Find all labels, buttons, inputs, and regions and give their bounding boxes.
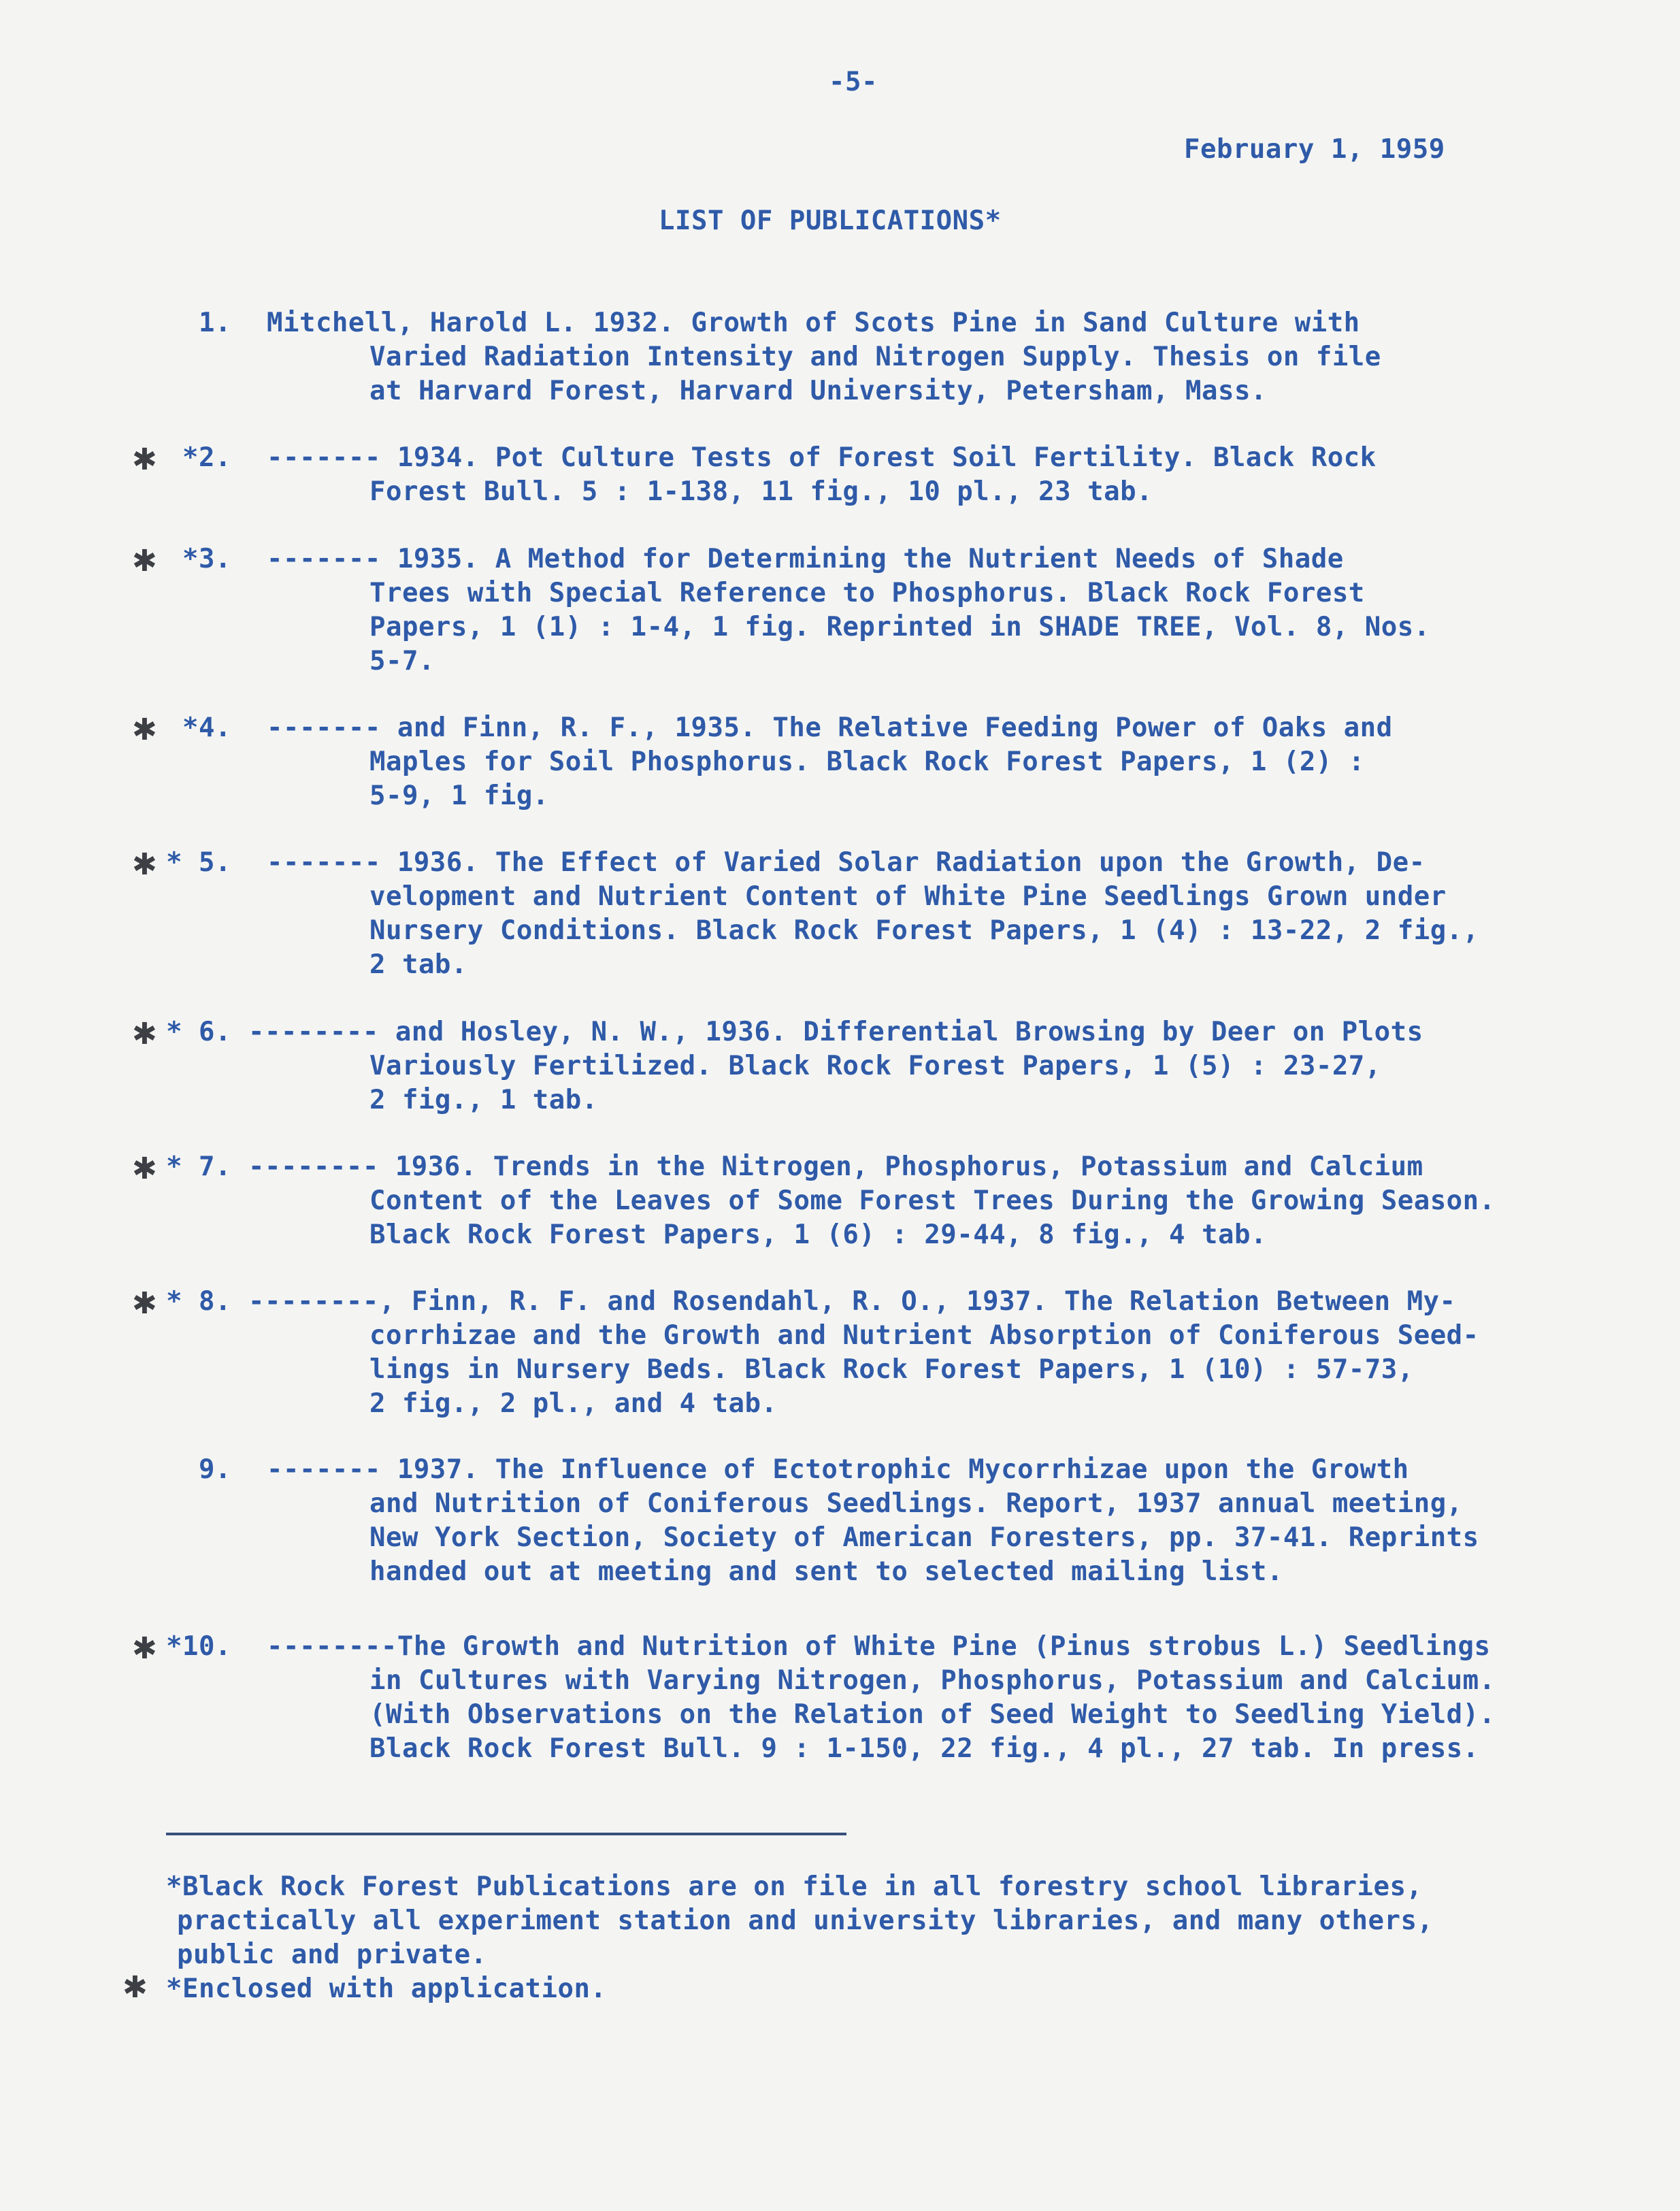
entry-number: *2. — [182, 442, 231, 473]
entry-line: at Harvard Forest, Harvard University, Petersham, Mass. — [369, 376, 1267, 406]
entry-first-line: ------- 1935. A Method for Determining the Nutrient Needs of Shade — [267, 544, 1344, 574]
entry-number: * 6. — [166, 1017, 231, 1047]
entry-first-line: ------- 1934. Pot Culture Tests of Forest Soil Fertility. Black Rock — [267, 442, 1377, 473]
entry-first-line: ------- 1937. The Influence of Ectotrophic Mycorrhizae upon the Growth — [267, 1454, 1409, 1485]
entry-line: 2 fig., 2 pl., and 4 tab. — [369, 1388, 778, 1419]
entry-line: Nursery Conditions. Black Rock Forest Papers, 1 (4) : 13-22, 2 fig., — [369, 915, 1479, 946]
page-number: -5- — [829, 67, 878, 97]
entry-number: *3. — [182, 544, 231, 574]
handwritten-asterisk-icon: ✱ — [132, 544, 157, 578]
footnote-line: public and private. — [177, 1939, 487, 1970]
entry-number: *10. — [166, 1631, 231, 1662]
entry-line: velopment and Nutrient Content of White Pine Seedlings Grown under — [369, 881, 1447, 912]
entry-line: lings in Nursery Beds. Black Rock Forest Papers, 1 (10) : 57-73, — [369, 1354, 1414, 1385]
entry-line: Content of the Leaves of Some Forest Trees During the Growing Season. — [369, 1185, 1496, 1216]
handwritten-asterisk-icon: ✱ — [122, 1970, 148, 2005]
entry-line: Forest Bull. 5 : 1-138, 11 fig., 10 pl., 23 tab. — [369, 476, 1153, 507]
entry-line: in Cultures with Varying Nitrogen, Phosphorus, Potassium and Calcium. — [369, 1665, 1496, 1696]
entry-line: Trees with Special Reference to Phosphorus. Black Rock Forest — [369, 578, 1365, 608]
entry-first-line: -------- and Hosley, N. W., 1936. Differential Browsing by Deer on Plots — [248, 1017, 1423, 1047]
footnote-line: *Black Rock Forest Publications are on file in all forestry school libraries, — [166, 1871, 1423, 1902]
entry-line: 5-9, 1 fig. — [369, 781, 549, 811]
entry-first-line: ------- and Finn, R. F., 1935. The Relative Feeding Power of Oaks and — [267, 713, 1393, 743]
entry-line: New York Section, Society of American Foresters, pp. 37-41. Reprints — [369, 1522, 1479, 1553]
entry-line: corrhizae and the Growth and Nutrient Absorption of Coniferous Seed- — [369, 1320, 1479, 1351]
entry-number: *4. — [182, 713, 231, 743]
entry-line: Variously Fertilized. Black Rock Forest Papers, 1 (5) : 23-27, — [369, 1051, 1381, 1081]
footnote-line: practically all experiment station and university libraries, and many others, — [177, 1905, 1434, 1936]
entry-first-line: --------The Growth and Nutrition of White Pine (Pinus strobus L.) Seedlings — [267, 1631, 1491, 1662]
entry-line: 2 fig., 1 tab. — [369, 1085, 598, 1115]
page-title: LIST OF PUBLICATIONS* — [659, 206, 1002, 236]
entry-line: (With Observations on the Relation of Seed Weight to Seedling Yield). — [369, 1699, 1496, 1730]
entry-first-line: ------- 1936. The Effect of Varied Solar Radiation upon the Growth, De- — [267, 847, 1426, 878]
entry-number: * 7. — [166, 1151, 231, 1182]
entry-number: 1. — [199, 308, 231, 338]
handwritten-asterisk-icon: ✱ — [132, 442, 157, 477]
footnote-separator — [166, 1833, 846, 1835]
entry-number: * 8. — [166, 1286, 231, 1317]
entry-first-line: Mitchell, Harold L. 1932. Growth of Scots Pine in Sand Culture with — [267, 308, 1360, 338]
entry-line: 2 tab. — [369, 949, 467, 980]
entry-line: handed out at meeting and sent to selected mailing list. — [369, 1556, 1283, 1587]
letter-date: February 1, 1959 — [1184, 134, 1445, 165]
entry-line: Black Rock Forest Papers, 1 (6) : 29-44, 8 fig., 4 tab. — [369, 1219, 1267, 1250]
handwritten-asterisk-icon: ✱ — [132, 1017, 157, 1051]
entry-number: * 5. — [166, 847, 231, 878]
footnote-line: *Enclosed with application. — [166, 1973, 607, 2004]
entry-line: Varied Radiation Intensity and Nitrogen Supply. Thesis on file — [369, 342, 1381, 372]
entry-first-line: -------- 1936. Trends in the Nitrogen, Phosphorus, Potassium and Calcium — [248, 1151, 1423, 1182]
entry-line: Black Rock Forest Bull. 9 : 1-150, 22 fig., 4 pl., 27 tab. In press. — [369, 1733, 1479, 1764]
handwritten-asterisk-icon: ✱ — [132, 1631, 157, 1666]
entry-line: Papers, 1 (1) : 1-4, 1 fig. Reprinted in SHADE TREE, Vol. 8, Nos. — [369, 612, 1430, 642]
entry-line: 5-7. — [369, 646, 435, 676]
entry-first-line: --------, Finn, R. F. and Rosendahl, R. O., 1937. The Relation Between My- — [248, 1286, 1456, 1317]
handwritten-asterisk-icon: ✱ — [132, 847, 157, 882]
entry-line: and Nutrition of Coniferous Seedlings. Report, 1937 annual meeting, — [369, 1488, 1463, 1519]
entry-number: 9. — [199, 1454, 231, 1485]
handwritten-asterisk-icon: ✱ — [132, 713, 157, 747]
handwritten-asterisk-icon: ✱ — [132, 1151, 157, 1186]
entry-line: Maples for Soil Phosphorus. Black Rock Forest Papers, 1 (2) : — [369, 747, 1365, 777]
handwritten-asterisk-icon: ✱ — [132, 1286, 157, 1321]
